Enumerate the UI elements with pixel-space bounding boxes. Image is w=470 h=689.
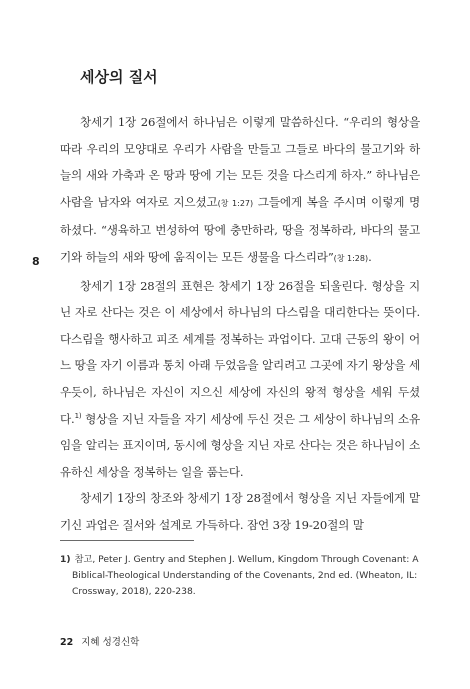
section-title: 세상의 질서 xyxy=(80,68,158,86)
book-title: 지혜 성경신학 xyxy=(81,637,140,648)
paragraph-1-text-c: . xyxy=(368,249,372,264)
footnote-number: 1) xyxy=(60,554,71,565)
page-number: 22 xyxy=(60,637,74,648)
paragraph-1-text-a: 창세기 1장 26절에서 하나님은 이렇게 말씀하신다. “우리의 형상을 따라 우리의 모양대로 우리가 사람을 만들고 그들로 바다의 물고기와 하늘의 새와 가축과 온 땅과 땅에 기는 모든 것을 다스리게 하자.” 하나님은 사람을 남자와 여자로 지으셨고 xyxy=(60,115,420,209)
body-text xyxy=(60,109,420,539)
scripture-citation: (창 1:27) xyxy=(217,198,254,208)
footnote-reference[interactable]: 1) xyxy=(74,411,82,420)
footnote-text: 참고, Peter J. Gentry and Stephen J. Wellum, Kingdom Through Covenant: A Biblical-Theological Understanding of the Covenants, 2nd ed. (Wheaton, IL: Crossway, 2018), 220-238. xyxy=(72,554,419,598)
paragraph-3 xyxy=(60,485,420,538)
page-footer xyxy=(60,634,139,648)
paragraph-1-text-b: 그들에게 복을 주시며 이렇게 명하셨다. “생육하고 번성하여 땅에 충만하라, 땅을 정복하라, 바다의 물고기와 하늘의 새와 땅에 움직이는 모든 생물을 다스리라” xyxy=(60,194,420,264)
paragraph-2 xyxy=(60,273,420,486)
footnote xyxy=(60,552,420,601)
footnote-divider xyxy=(60,540,194,541)
side-page-number: 8 xyxy=(32,255,40,268)
scripture-citation: (창 1:28) xyxy=(333,253,369,263)
paragraph-2-text-b: 형상을 지닌 자들을 자기 세상에 두신 것은 그 세상이 하나님의 소유임을 알리는 표지이며, 동시에 형상을 지닌 자로 산다는 것은 하나님이 소유하신 세상을 정복하는 일을 품는다. xyxy=(60,411,420,479)
paragraph-3-text-a: 창세기 1장의 창조와 창세기 1장 28절에서 형상을 지닌 자들에게 맡기신 과업은 질서와 설계로 가득하다. 잠언 3장 19-20절의 말 xyxy=(60,491,420,532)
paragraph-1 xyxy=(60,109,420,273)
paragraph-2-text-a: 창세기 1장 28절의 표현은 창세기 1장 26절을 되울린다. 형상을 지닌 자로 산다는 것은 이 세상에서 하나님의 다스림을 대리한다는 뜻이다. 다스림을 행사하고 피조 세계를 정복하는 과업이다. 고대 근동의 왕이 어느 땅을 자기 이름과 통치 아래 두었음을 알리려고 그곳에 자기 왕상을 세우듯이, 하나님은 자신이 지으신 세상에 자신의 왕적 형상을 세워 두셨다. xyxy=(60,278,420,426)
